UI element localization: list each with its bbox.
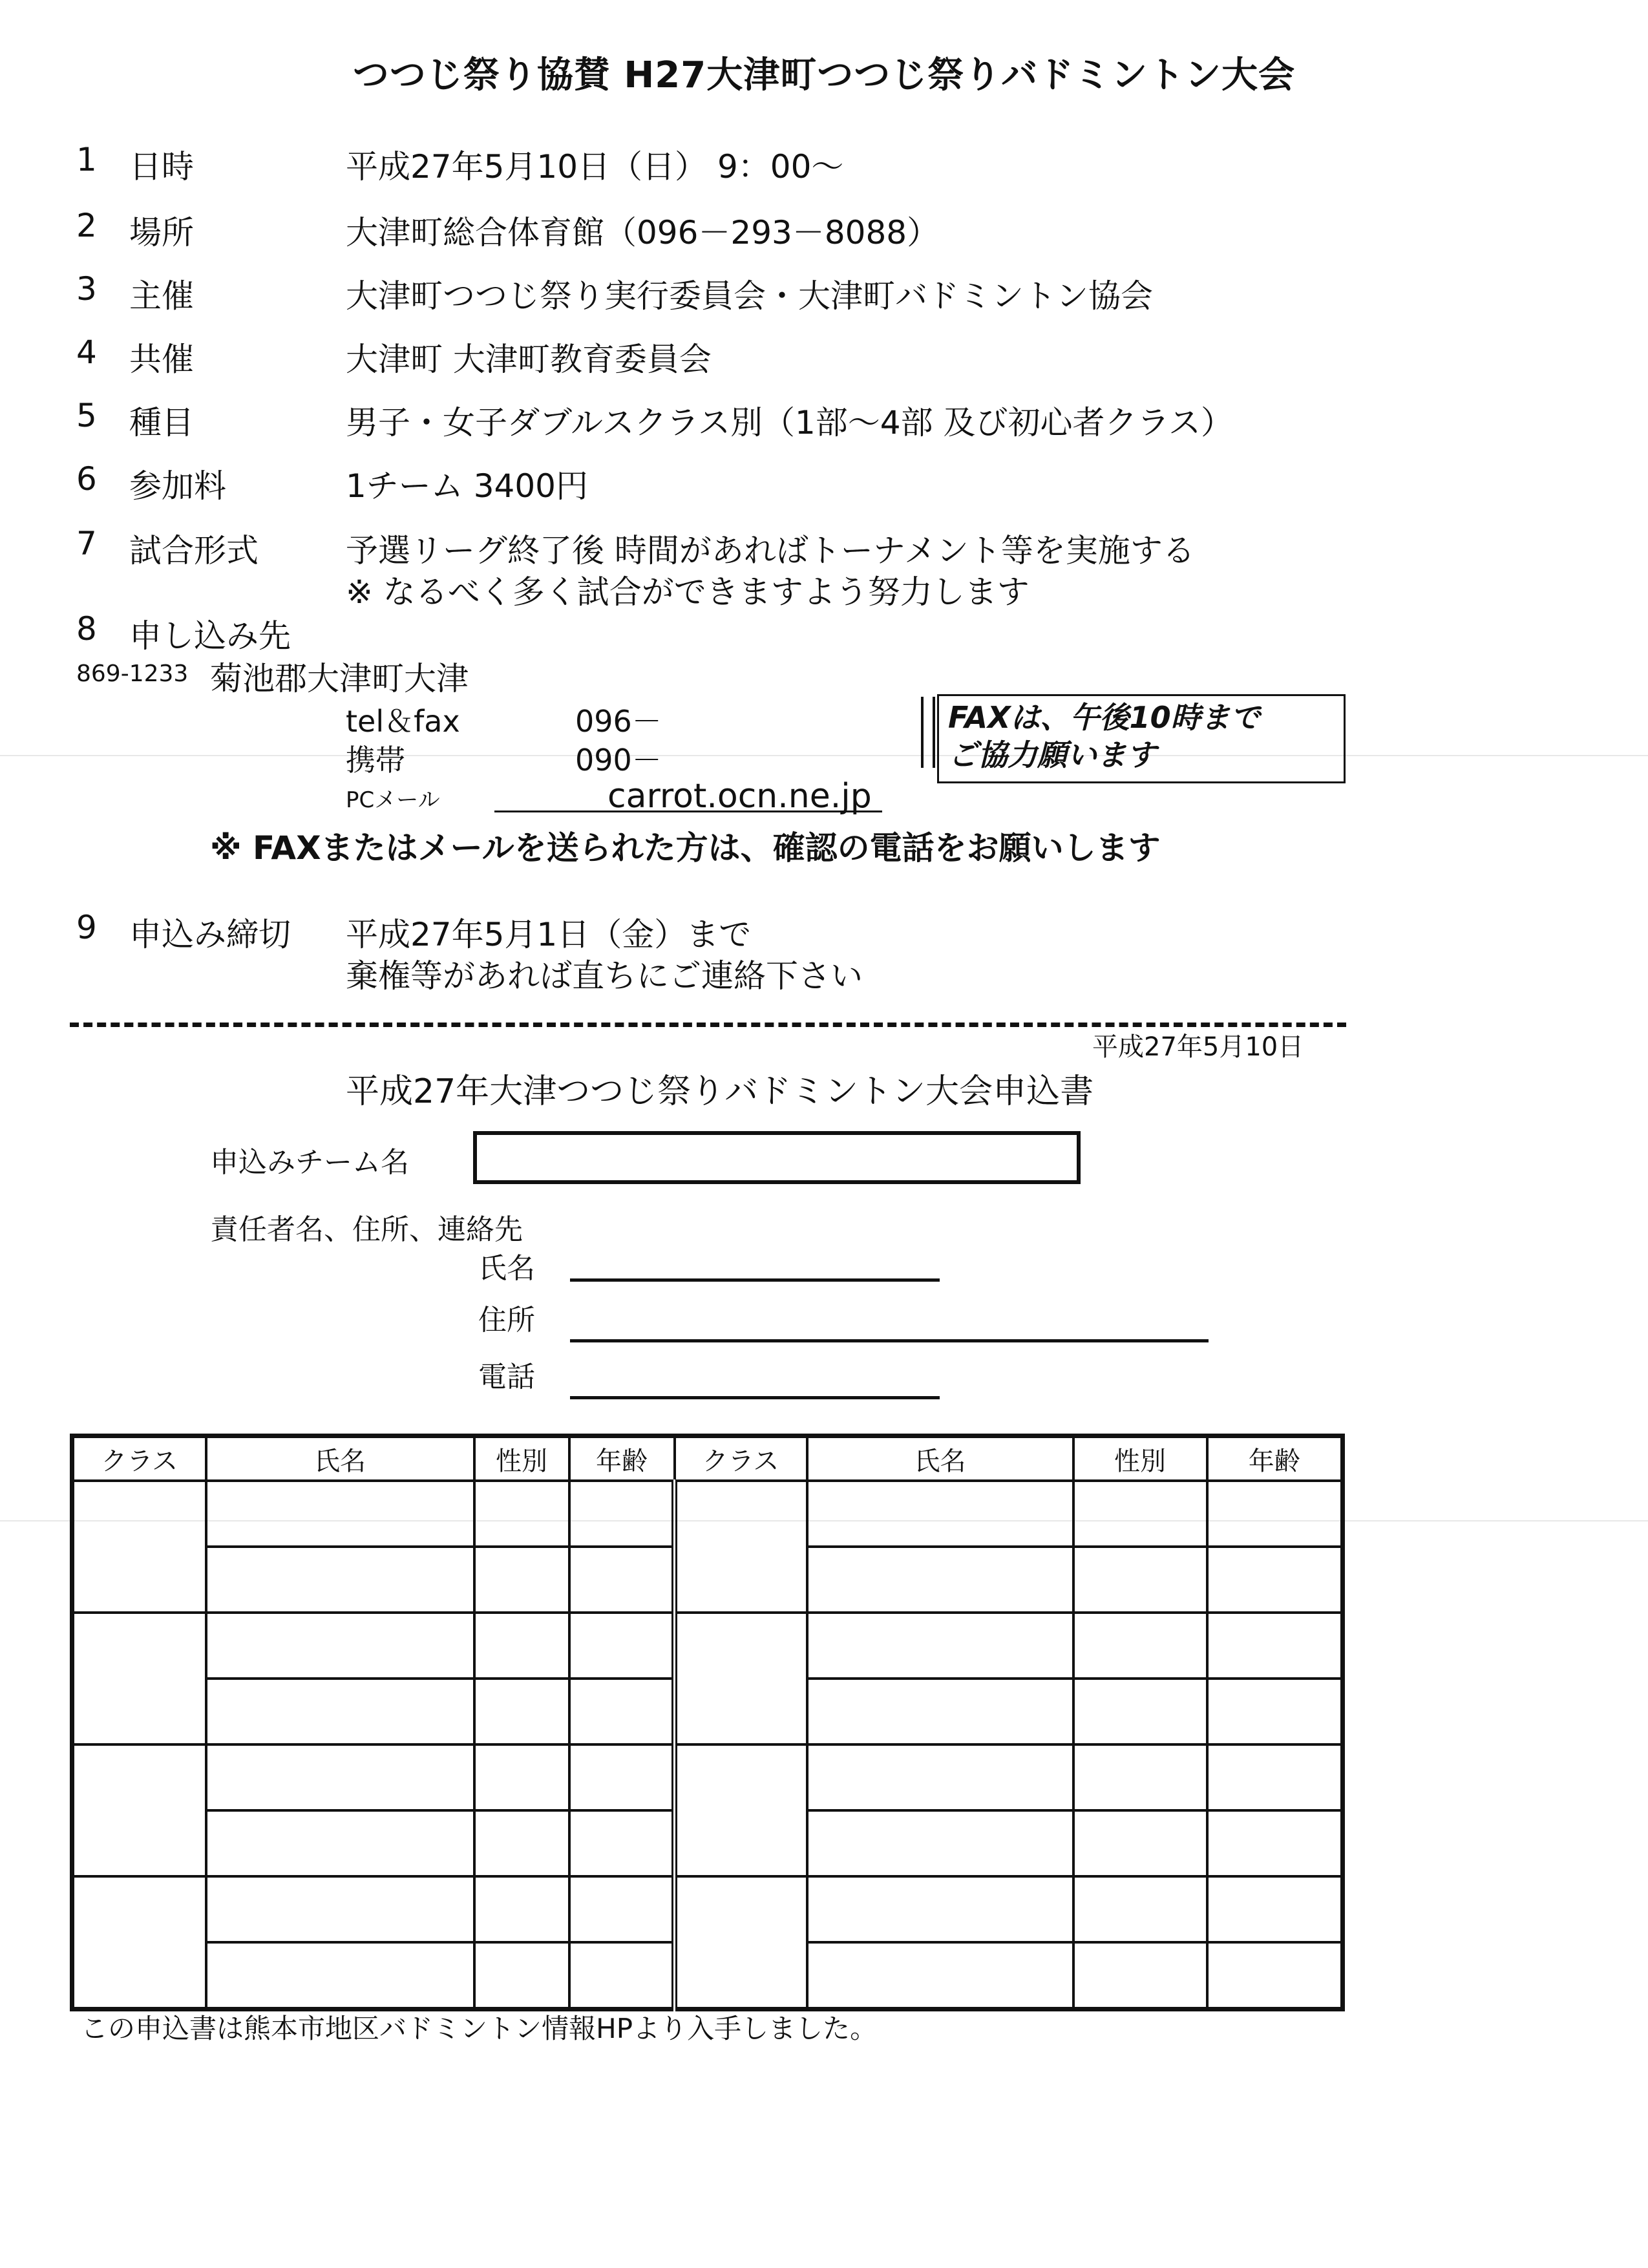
- item-number: 9: [76, 909, 97, 946]
- name-cell[interactable]: [807, 1547, 1073, 1613]
- gender-cell[interactable]: [1073, 1679, 1207, 1744]
- gender-cell[interactable]: [474, 1876, 569, 1942]
- gender-cell[interactable]: [1073, 1810, 1207, 1876]
- column-header-class: クラス: [675, 1436, 807, 1481]
- table-row: [72, 1481, 1343, 1547]
- item-value: 1チーム 3400円: [346, 467, 588, 505]
- age-cell[interactable]: [569, 1481, 675, 1547]
- item-label: 日時: [129, 148, 194, 185]
- class-cell[interactable]: [72, 1481, 206, 1613]
- gender-cell[interactable]: [1073, 1876, 1207, 1942]
- item-label: 場所: [129, 214, 194, 251]
- representative-label: 責任者名、住所、連絡先: [210, 1213, 523, 1246]
- mobile-value: 090－: [575, 743, 662, 778]
- item-value: 大津町総合体育館（096－293－8088）: [346, 214, 940, 251]
- fax-note-line1: FAXは、午後10時まで: [948, 700, 1260, 735]
- postal-code: 869-1233: [76, 661, 189, 687]
- gender-cell[interactable]: [1073, 1613, 1207, 1679]
- name-cell[interactable]: [807, 1876, 1073, 1942]
- team-name-label: 申込みチーム名: [210, 1146, 409, 1179]
- age-cell[interactable]: [569, 1942, 675, 2009]
- item-value: 大津町 大津町教育委員会: [346, 341, 712, 378]
- age-cell[interactable]: [1207, 1679, 1343, 1744]
- pc-mail-label: PCメール: [346, 787, 440, 813]
- class-cell[interactable]: [72, 1876, 206, 2009]
- table-row: [72, 1613, 1343, 1679]
- age-cell[interactable]: [569, 1876, 675, 1942]
- column-header-gender: 性別: [474, 1436, 569, 1481]
- item-label: 主催: [129, 277, 194, 315]
- name-cell[interactable]: [807, 1679, 1073, 1744]
- name-cell[interactable]: [206, 1481, 474, 1547]
- class-cell[interactable]: [675, 1613, 807, 1744]
- item-label: 共催: [129, 341, 194, 378]
- item-value: 平成27年5月1日（金）まで: [346, 916, 752, 953]
- gender-cell[interactable]: [474, 1679, 569, 1744]
- name-cell[interactable]: [807, 1481, 1073, 1547]
- rep-phone-line[interactable]: [570, 1396, 940, 1399]
- entry-table: [70, 1434, 1345, 2011]
- item-number: 8: [76, 610, 97, 648]
- rep-address-line[interactable]: [570, 1339, 1209, 1342]
- class-cell[interactable]: [675, 1876, 807, 2009]
- name-cell[interactable]: [206, 1810, 474, 1876]
- gender-cell[interactable]: [474, 1810, 569, 1876]
- item-label: 申し込み先: [129, 617, 291, 655]
- age-cell[interactable]: [1207, 1481, 1343, 1547]
- item-label: 種目: [129, 404, 194, 441]
- name-cell[interactable]: [206, 1744, 474, 1810]
- name-cell[interactable]: [206, 1613, 474, 1679]
- column-header-name: 氏名: [206, 1436, 474, 1481]
- fax-note-marker: [921, 697, 935, 768]
- rep-phone-label: 電話: [478, 1361, 535, 1394]
- item-label: 申込み締切: [129, 916, 291, 953]
- item-value: 平成27年5月10日（日） 9：00～: [346, 148, 844, 185]
- name-cell[interactable]: [807, 1744, 1073, 1810]
- item-value-note: 棄権等があれば直ちにご連絡下さい: [346, 957, 863, 995]
- column-header-gender: 性別: [1073, 1436, 1207, 1481]
- class-cell[interactable]: [72, 1744, 206, 1876]
- item-number: 3: [76, 270, 97, 308]
- gender-cell[interactable]: [474, 1942, 569, 2009]
- item-value: 予選リーグ終了後 時間があればトーナメント等を実施する: [346, 532, 1195, 569]
- column-header-class: クラス: [72, 1436, 206, 1481]
- gender-cell[interactable]: [474, 1613, 569, 1679]
- item-value: 大津町つつじ祭り実行委員会・大津町バドミントン協会: [346, 277, 1153, 315]
- pc-mail-value: carrot.ocn.ne.jp: [607, 777, 872, 816]
- age-cell[interactable]: [569, 1613, 675, 1679]
- form-date: 平成27年5月10日: [1092, 1032, 1304, 1062]
- tel-fax-label: tel＆fax: [346, 704, 460, 739]
- name-cell[interactable]: [807, 1942, 1073, 2009]
- column-header-age: 年齢: [569, 1436, 675, 1481]
- item-label: 試合形式: [129, 532, 259, 569]
- gender-cell[interactable]: [1073, 1942, 1207, 2009]
- class-cell[interactable]: [72, 1613, 206, 1744]
- rep-name-label: 氏名: [478, 1252, 535, 1285]
- name-cell[interactable]: [807, 1810, 1073, 1876]
- mobile-label: 携帯: [346, 743, 405, 778]
- name-cell[interactable]: [807, 1613, 1073, 1679]
- gender-cell[interactable]: [1073, 1481, 1207, 1547]
- footer-note: この申込書は熊本市地区バドミントン情報HPより入手しました。: [81, 2013, 878, 2044]
- item-value: 男子・女子ダブルスクラス別（1部～4部 及び初心者クラス）: [346, 404, 1234, 441]
- item-number: 2: [76, 207, 97, 244]
- age-cell[interactable]: [569, 1547, 675, 1613]
- contact-address: 菊池郡大津町大津: [210, 660, 469, 697]
- rep-address-label: 住所: [478, 1304, 535, 1337]
- column-header-name: 氏名: [807, 1436, 1073, 1481]
- age-cell[interactable]: [1207, 1744, 1343, 1810]
- gender-cell[interactable]: [474, 1547, 569, 1613]
- table-row: [72, 1744, 1343, 1810]
- page-title: つつじ祭り協賛 H27大津町つつじ祭りバドミントン大会: [352, 54, 1296, 96]
- form-title: 平成27年大津つつじ祭りバドミントン大会申込書: [346, 1072, 1094, 1111]
- gender-cell[interactable]: [1073, 1547, 1207, 1613]
- fax-note-box: [937, 694, 1346, 783]
- item-label: 参加料: [129, 467, 226, 505]
- age-cell[interactable]: [569, 1679, 675, 1744]
- class-cell[interactable]: [675, 1744, 807, 1876]
- scan-fold-line: [0, 755, 1648, 756]
- age-cell[interactable]: [569, 1744, 675, 1810]
- fax-note-line2: ご協力願います: [948, 737, 1156, 772]
- confirm-note: ※ FAXまたはメールを送られた方は、確認の電話をお願いします: [210, 829, 1161, 867]
- entry-table-header: [72, 1436, 1343, 1481]
- tel-fax-value: 096－: [575, 704, 662, 739]
- class-cell[interactable]: [675, 1481, 807, 1613]
- gender-cell[interactable]: [474, 1481, 569, 1547]
- name-cell[interactable]: [206, 1942, 474, 2009]
- item-number: 4: [76, 334, 97, 371]
- age-cell[interactable]: [569, 1810, 675, 1876]
- item-number: 6: [76, 460, 97, 498]
- gender-cell[interactable]: [1073, 1744, 1207, 1810]
- age-cell[interactable]: [1207, 1547, 1343, 1613]
- age-cell[interactable]: [1207, 1876, 1343, 1942]
- item-number: 1: [76, 141, 97, 178]
- table-row: [72, 1876, 1343, 1942]
- age-cell[interactable]: [1207, 1810, 1343, 1876]
- item-number: 7: [76, 525, 97, 562]
- age-cell[interactable]: [1207, 1942, 1343, 2009]
- gender-cell[interactable]: [474, 1744, 569, 1810]
- column-header-age: 年齢: [1207, 1436, 1343, 1481]
- item-value-note: ※ なるべく多く試合ができますよう努力します: [346, 573, 1030, 611]
- item-number: 5: [76, 397, 97, 434]
- team-name-field[interactable]: [473, 1131, 1081, 1184]
- name-cell[interactable]: [206, 1679, 474, 1744]
- rep-name-line[interactable]: [570, 1278, 940, 1282]
- name-cell[interactable]: [206, 1876, 474, 1942]
- age-cell[interactable]: [1207, 1613, 1343, 1679]
- name-cell[interactable]: [206, 1547, 474, 1613]
